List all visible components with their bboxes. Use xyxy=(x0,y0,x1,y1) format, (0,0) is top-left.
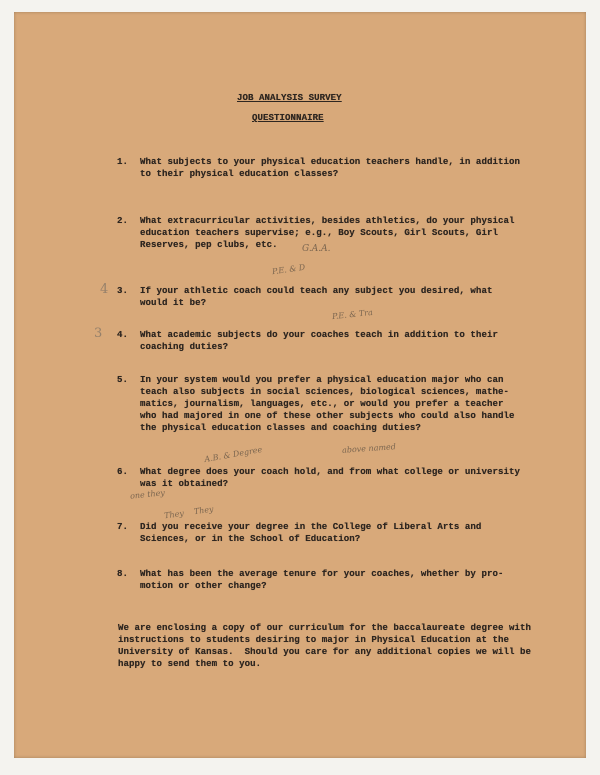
question-line: the physical education classes and coaching duties? xyxy=(140,422,421,433)
question-number: 3. xyxy=(117,285,129,296)
handwritten-note-q6-left: one they xyxy=(129,488,166,501)
question-line: motion or other change? xyxy=(140,580,267,591)
handwritten-note-q7: They They xyxy=(163,504,215,521)
question-number: 7. xyxy=(117,521,129,532)
survey-title: JOB ANALYSIS SURVEY xyxy=(237,92,342,103)
question-line: What subjects to your physical education teachers handle, in addition xyxy=(140,156,520,167)
question-line: What academic subjects do your coaches teach in addition to their xyxy=(140,329,498,340)
margin-mark-q4: 3 xyxy=(94,326,103,341)
question-number: 8. xyxy=(117,568,129,579)
question-line: coaching duties? xyxy=(140,341,229,352)
closing-line: University of Kansas. Should you care for any additional copies we will be xyxy=(118,646,532,657)
closing-line: We are enclosing a copy of our curriculum for the baccalaureate degree with xyxy=(118,622,532,633)
document-sheet xyxy=(14,12,586,758)
question-line: Sciences, or in the School of Education? xyxy=(140,533,361,544)
margin-mark-q3: 4 xyxy=(100,282,109,297)
closing-line: instructions to students desiring to major in Physical Education at the xyxy=(118,634,510,645)
handwritten-note-q6-right: above named xyxy=(341,442,397,455)
question-line: education teachers supervise; e.g., Boy Scouts, Girl Scouts, Girl xyxy=(140,227,498,238)
handwritten-note-q2: G.A.A. xyxy=(302,244,331,254)
question-line: If your athletic coach could teach any subject you desired, what xyxy=(140,285,493,296)
questionnaire-subtitle: QUESTIONNAIRE xyxy=(252,112,324,123)
handwritten-note-q4: P.E. & Tra xyxy=(331,307,374,322)
question-line: matics, journalism, languages, etc., or would you prefer a teacher xyxy=(140,398,504,409)
question-line: was it obtained? xyxy=(140,478,229,489)
question-number: 4. xyxy=(117,329,129,340)
question-line: teach also subjects in social sciences, biological sciences, mathe- xyxy=(140,386,509,397)
question-number: 5. xyxy=(117,374,129,385)
question-number: 2. xyxy=(117,215,129,226)
closing-line: happy to send them to you. xyxy=(118,658,262,669)
handwritten-note-q3: P.E. & D xyxy=(271,262,306,277)
question-line: Did you receive your degree in the College of Liberal Arts and xyxy=(140,521,482,532)
question-line: to their physical education classes? xyxy=(140,168,339,179)
question-line: who had majored in one of these other subjects who could also handle xyxy=(140,410,515,421)
question-line: Reserves, pep clubs, etc. xyxy=(140,239,278,250)
question-line: In your system would you prefer a physical education major who can xyxy=(140,374,504,385)
question-line: What degree does your coach hold, and from what college or university xyxy=(140,466,520,477)
question-number: 1. xyxy=(117,156,129,167)
handwritten-note-q6-mid: A.B. & Degree xyxy=(203,444,263,465)
question-line: would it be? xyxy=(140,297,207,308)
question-line: What has been the average tenure for your coaches, whether by pro- xyxy=(140,568,504,579)
question-number: 6. xyxy=(117,466,129,477)
question-line: What extracurricular activities, besides athletics, do your physical xyxy=(140,215,515,226)
